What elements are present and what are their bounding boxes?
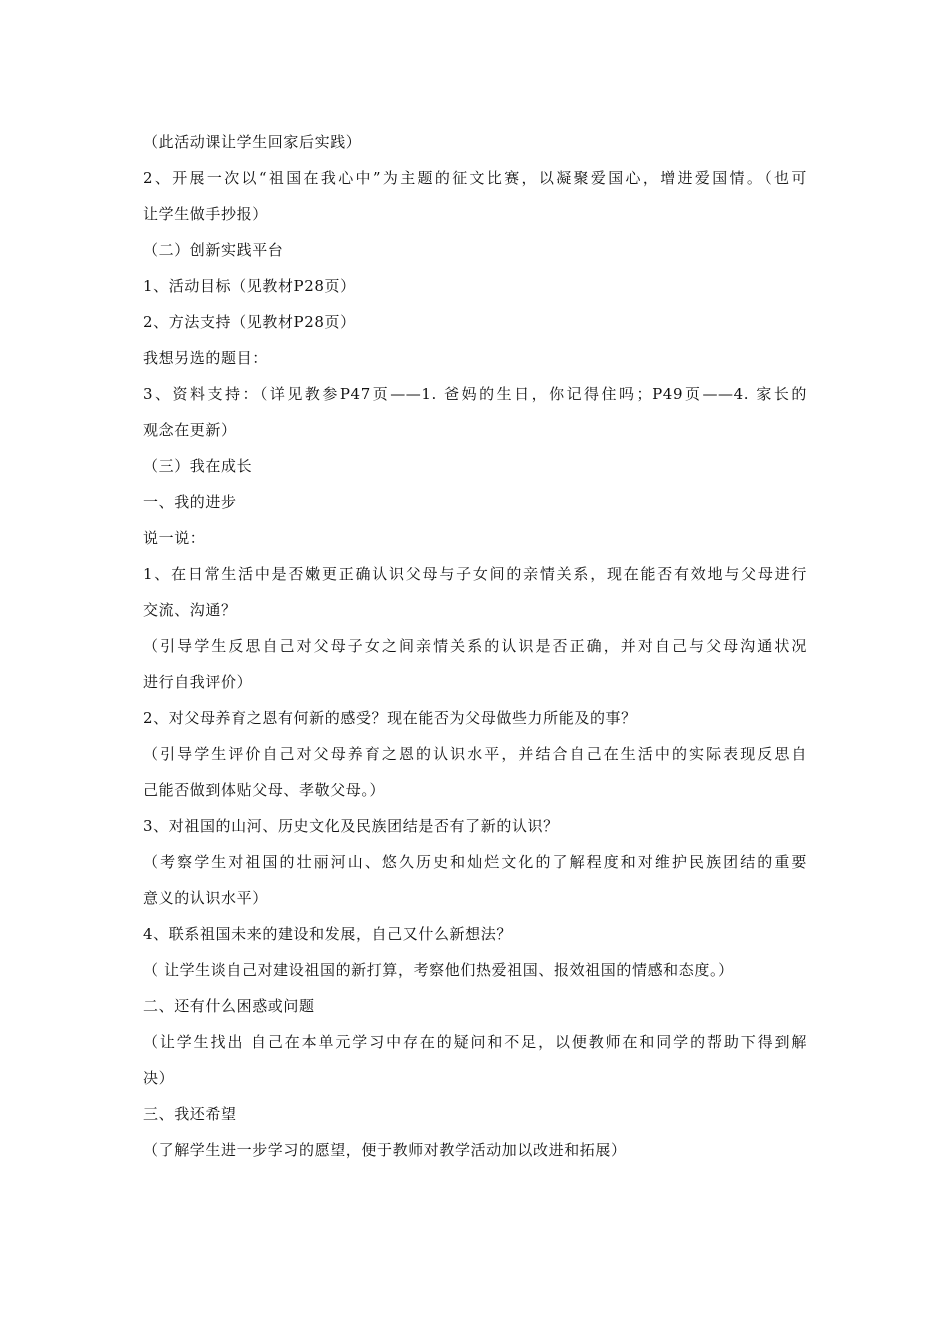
text-line: 进行自我评价） bbox=[143, 673, 253, 691]
section-heading: （三）我在成长 bbox=[143, 457, 253, 475]
text-line: 2、对父母养育之恩有何新的感受？现在能否为父母做些力所能及的事？ bbox=[143, 709, 637, 727]
text-line: 观念在更新） bbox=[143, 421, 237, 439]
text-line: 交流、沟通？ bbox=[143, 601, 237, 619]
text-line: 说一说： bbox=[143, 529, 206, 547]
text-line: 2、开展一次以“祖国在我心中”为主题的征文比赛，以凝聚爱国心，增进爱国情。（也可 bbox=[143, 169, 807, 187]
subsection-heading: 二、还有什么困惑或问题 bbox=[143, 997, 315, 1015]
document-body bbox=[143, 124, 807, 1168]
text-line: 决） bbox=[143, 1069, 175, 1087]
text-line: 3、对祖国的山河、历史文化及民族团结是否有了新的认识？ bbox=[143, 817, 559, 835]
text-line: 4、联系祖国未来的建设和发展，自己又什么新想法？ bbox=[143, 925, 512, 943]
text-line: （了解学生进一步学习的愿望，便于教师对教学活动加以改进和拓展） bbox=[143, 1141, 627, 1159]
section-heading: （二）创新实践平台 bbox=[143, 241, 284, 259]
text-line: （考察学生对祖国的壮丽河山、悠久历史和灿烂文化的了解程度和对维护民族团结的重要 bbox=[143, 853, 807, 871]
text-line: （ 让学生谈自己对建设祖国的新打算，考察他们热爱祖国、报效祖国的情感和态度。） bbox=[143, 961, 734, 979]
text-line: 己能否做到体贴父母、孝敬父母。） bbox=[143, 781, 386, 799]
text-line: 2、方法支持（见教材P28页） bbox=[143, 313, 356, 331]
text-line: 意义的认识水平） bbox=[143, 889, 268, 907]
text-line: （引导学生评价自己对父母养育之恩的认识水平，并结合自己在生活中的实际表现反思自 bbox=[143, 745, 807, 763]
text-line: 1、在日常生活中是否嫩更正确认识父母与子女间的亲情关系，现在能否有效地与父母进行 bbox=[143, 565, 807, 583]
text-line: 我想另选的题目： bbox=[143, 349, 268, 367]
text-line: 1、活动目标（见教材P28页） bbox=[143, 277, 356, 295]
subsection-heading: 一、我的进步 bbox=[143, 493, 237, 511]
text-line: （引导学生反思自己对父母子女之间亲情关系的认识是否正确，并对自己与父母沟通状况 bbox=[143, 637, 807, 655]
text-line: 让学生做手抄报） bbox=[143, 205, 268, 223]
text-line: 3、资料支持：（详见教参P47页——1. 爸妈的生日，你记得住吗；P49页——4. 家长的 bbox=[143, 385, 807, 403]
subsection-heading: 三、我还希望 bbox=[143, 1105, 237, 1123]
text-line: （让学生找出 自己在本单元学习中存在的疑问和不足，以便教师在和同学的帮助下得到解 bbox=[143, 1033, 807, 1051]
text-line: （此活动课让学生回家后实践） bbox=[143, 133, 362, 151]
